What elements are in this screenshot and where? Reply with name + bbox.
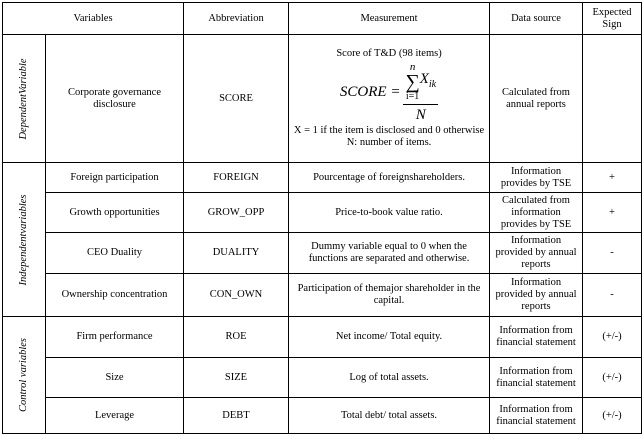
measurement-cell: Total debt/ total assets. xyxy=(289,398,490,434)
summand-subscript: ik xyxy=(428,79,437,90)
variable-cell: Growth opportunities xyxy=(46,193,184,233)
table-row xyxy=(3,317,642,358)
variable-cell: Ownership concentration xyxy=(46,274,184,317)
header-abbreviation: Abbreviation xyxy=(184,3,289,35)
expected-sign-cell xyxy=(583,35,642,163)
measurement-cell: Pourcentage of foreignshareholders. xyxy=(289,163,490,193)
score-formula-block xyxy=(292,48,486,149)
table-row xyxy=(3,358,642,398)
formula-lhs: SCORE = xyxy=(339,84,401,100)
measurement-formula-cell xyxy=(289,35,490,163)
abbreviation-cell: ROE xyxy=(184,317,289,358)
formula-caption: Score of T&D (98 items) xyxy=(336,48,442,59)
variable-cell: Leverage xyxy=(46,398,184,434)
formula-note-x: X = 1 if the item is disclosed and 0 otherwise xyxy=(293,125,485,136)
data-source-cell: Information provided by annual reports xyxy=(490,233,583,274)
expected-sign-cell: (+/-) xyxy=(583,358,642,398)
summand-variable: X xyxy=(419,71,429,87)
category-independent-cell xyxy=(3,163,46,317)
header-data-source: Data source xyxy=(490,3,583,35)
variables-table xyxy=(2,2,642,434)
formula-fraction xyxy=(403,61,438,123)
table-row xyxy=(3,233,642,274)
table-row xyxy=(3,193,642,233)
abbreviation-cell: SIZE xyxy=(184,358,289,398)
data-source-cell: Calculated from information provides by TSE xyxy=(490,193,583,233)
category-control-label: Control variables xyxy=(18,338,29,412)
data-source-cell: Calculated from annual reports xyxy=(490,35,583,163)
data-source-cell: Information from financial statement xyxy=(490,398,583,434)
data-source-cell: Information provides by TSE xyxy=(490,163,583,193)
summation xyxy=(405,61,419,103)
category-independent-label: Independentvariables xyxy=(18,194,29,285)
formula-denominator: N xyxy=(415,107,426,123)
category-control-cell xyxy=(3,317,46,434)
abbreviation-cell: GROW_OPP xyxy=(184,193,289,233)
category-dependent-cell xyxy=(3,35,46,163)
data-source-cell: Information provided by annual reports xyxy=(490,274,583,317)
sum-lower-limit: i=1 xyxy=(405,91,420,102)
expected-sign-cell: - xyxy=(583,274,642,317)
measurement-cell: Dummy variable equal to 0 when the functions are separated and otherwise. xyxy=(289,233,490,274)
expected-sign-cell: (+/-) xyxy=(583,398,642,434)
variable-cell: Firm performance xyxy=(46,317,184,358)
expected-sign-cell: + xyxy=(583,193,642,233)
summand xyxy=(420,71,436,93)
expected-sign-cell: (+/-) xyxy=(583,317,642,358)
variable-cell: Corporate governance disclosure xyxy=(46,35,184,163)
data-source-cell: Information from financial statement xyxy=(490,317,583,358)
variable-cell: Size xyxy=(46,358,184,398)
header-row xyxy=(3,3,642,35)
measurement-cell: Log of total assets. xyxy=(289,358,490,398)
header-variables: Variables xyxy=(3,3,184,35)
variable-cell: CEO Duality xyxy=(46,233,184,274)
sum-upper-limit: n xyxy=(409,61,416,73)
variable-cell: Foreign participation xyxy=(46,163,184,193)
data-source-cell: Information from financial statement xyxy=(490,358,583,398)
table-row xyxy=(3,274,642,317)
expected-sign-cell: - xyxy=(583,233,642,274)
table-row xyxy=(3,398,642,434)
abbreviation-cell: FOREIGN xyxy=(184,163,289,193)
header-expected-sign: Expected Sign xyxy=(583,3,642,35)
abbreviation-cell: SCORE xyxy=(184,35,289,163)
sigma-symbol: ∑ xyxy=(405,71,420,93)
abbreviation-cell: DEBT xyxy=(184,398,289,434)
measurement-cell: Participation of themajor shareholder in the capital. xyxy=(289,274,490,317)
score-formula xyxy=(340,61,438,123)
expected-sign-cell: + xyxy=(583,163,642,193)
category-dependent-label: DependentVariable xyxy=(18,57,29,140)
measurement-cell: Net income/ Total equity. xyxy=(289,317,490,358)
table-row xyxy=(3,163,642,193)
formula-note-n: N: number of items. xyxy=(346,137,432,148)
abbreviation-cell: DUALITY xyxy=(184,233,289,274)
abbreviation-cell: CON_OWN xyxy=(184,274,289,317)
measurement-cell: Price-to-book value ratio. xyxy=(289,193,490,233)
header-measurement: Measurement xyxy=(289,3,490,35)
formula-numerator xyxy=(403,61,438,105)
table-row xyxy=(3,35,642,163)
